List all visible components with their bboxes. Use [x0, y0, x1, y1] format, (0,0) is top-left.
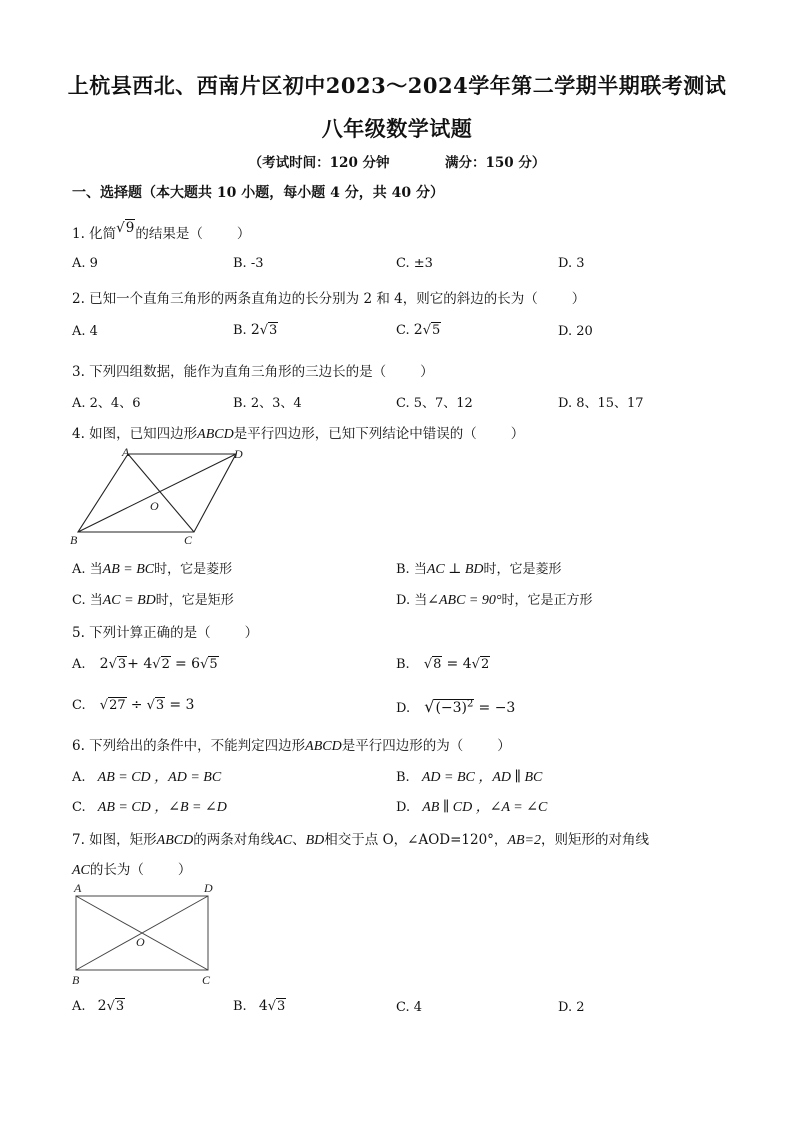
q4-c-math: AC = BD: [102, 593, 156, 608]
q3-option-d[interactable]: D. 8、15、17: [558, 396, 644, 411]
q7-pre: 7. 如图，矩形: [72, 832, 157, 848]
sqrt-symbol: √3: [259, 323, 278, 338]
score-info: 满分：150 分）: [444, 155, 546, 171]
q5-close: ）: [244, 625, 259, 641]
q5-c-r1: 27: [109, 698, 126, 713]
q6-close: ）: [497, 738, 511, 754]
q5-c-div: ÷: [130, 697, 143, 713]
q7-ab: AB=2: [507, 833, 541, 848]
sqrt-symbol: √3: [267, 999, 286, 1014]
q7-close: ）: [177, 862, 192, 878]
question-7-line2: [72, 858, 191, 879]
q4-b-pre: B. 当: [396, 562, 427, 577]
q4-option-b[interactable]: [396, 558, 562, 578]
question-1: [72, 222, 250, 242]
q4-d-post: 时，它是正方形: [501, 593, 593, 608]
sqrt-symbol: √5: [422, 323, 441, 338]
exam-info: [0, 151, 794, 171]
question-2: [72, 287, 585, 307]
q1-option-a[interactable]: A. 9: [72, 256, 98, 271]
sqrt-symbol: √9: [116, 220, 135, 236]
q4-var: ABCD: [197, 427, 234, 442]
q2-option-c[interactable]: [396, 322, 441, 338]
q6-c-math: AB = CD ，∠B = ∠D: [97, 800, 227, 815]
sqrt-symbol: √5: [200, 657, 218, 672]
q5-b-label: B.: [396, 657, 410, 672]
diagonal-bd: [78, 454, 236, 532]
q3-option-c[interactable]: C. 5、7、12: [396, 396, 473, 411]
q5-text: 5. 下列计算正确的是（: [72, 625, 211, 641]
q2-b-radicand: 3: [269, 323, 278, 338]
label-b: B: [72, 973, 80, 987]
q5-d-inner: (−3): [435, 700, 467, 716]
sqrt-symbol: √3: [146, 698, 165, 713]
q7-sep: 、: [292, 832, 306, 848]
sqrt-symbol: √8: [423, 657, 442, 672]
q7-rectangle-figure: [66, 880, 226, 988]
q3-close: ）: [420, 364, 434, 380]
q2-option-a[interactable]: A. 4: [72, 324, 98, 339]
label-c: C: [202, 973, 211, 987]
exam-title: 上杭县西北、西南片区初中2023～2024学年第二学期半期联考测试: [67, 73, 727, 98]
q7-a-rad: 3: [115, 999, 125, 1014]
q3-text: 3. 下列四组数据，能作为直角三角形的三边长的是（: [72, 364, 387, 380]
q7-post: 相交于点 O，∠AOD=120°，: [324, 832, 508, 848]
q5-a-label: A.: [72, 657, 86, 672]
exam-subtitle: 八年级数学试题: [321, 116, 473, 141]
q5-c-r2: 3: [155, 698, 165, 713]
q1-suffix: 的结果是（: [135, 226, 203, 242]
q6-a-math: AB = CD ，AD = BC: [97, 770, 222, 785]
q7-b-label: B.: [233, 999, 247, 1014]
q6-prefix: 6. 下列给出的条件中，不能判定四边形: [72, 738, 306, 754]
q2-c-radicand: 5: [431, 323, 441, 338]
q7-option-a[interactable]: [72, 998, 125, 1014]
q5-a-plus: + 4: [127, 656, 153, 672]
q5-b-r2: 2: [480, 657, 490, 672]
q7-option-b[interactable]: [233, 998, 286, 1014]
q7-a-label: A.: [72, 999, 86, 1014]
q4-suffix: 是平行四边形，已知下列结论中错误的（: [233, 426, 477, 442]
q1-prefix: 1. 化简: [72, 226, 117, 242]
question-6: [72, 734, 511, 755]
q2-option-b[interactable]: [233, 322, 278, 338]
q6-option-d[interactable]: [396, 796, 547, 816]
q4-option-a[interactable]: [72, 558, 232, 578]
q2-text: 2. 已知一个直角三角形的两条直角边的长分别为 2 和 4，则它的斜边的长为（: [72, 291, 538, 307]
q4-d-math: ∠ABC = 90°: [427, 593, 502, 608]
q4-a-math: AB = BC: [102, 562, 155, 577]
q5-option-c[interactable]: [72, 697, 194, 713]
q7-b-coef: 4: [258, 998, 268, 1014]
sqrt-symbol: √3: [108, 657, 127, 672]
q5-a-r2: 2: [161, 657, 170, 672]
q7-option-c[interactable]: C. 4: [396, 1000, 423, 1015]
q4-prefix: 4. 如图，已知四边形: [72, 426, 198, 442]
q4-c-pre: C. 当: [72, 593, 103, 608]
q1-close: ）: [236, 226, 251, 242]
label-o: O: [150, 499, 159, 513]
q1-option-c[interactable]: C. ±3: [396, 256, 433, 271]
q5-option-b[interactable]: [396, 656, 490, 672]
label-a: A: [122, 445, 130, 459]
q2-option-d[interactable]: D. 20: [558, 324, 593, 339]
label-a: A: [74, 881, 82, 895]
q7-end: ，则矩形的对角线: [541, 832, 649, 848]
q7-line2-text: 的长为（: [89, 862, 144, 878]
q7-line2-var: AC: [72, 863, 90, 878]
sqrt-symbol: √3: [106, 999, 125, 1014]
q5-option-a[interactable]: [72, 656, 219, 672]
q6-a-label: A.: [72, 770, 86, 785]
q3-option-b[interactable]: B. 2、3、4: [233, 396, 302, 411]
label-c: C: [184, 533, 193, 547]
q7-option-d[interactable]: D. 2: [558, 1000, 585, 1015]
q6-b-math: AD = BC ，AD ∥ BC: [421, 770, 543, 785]
q4-d-pre: D. 当: [396, 593, 428, 608]
q1-option-b[interactable]: B. -3: [233, 256, 264, 271]
q7-a-coef: 2: [97, 998, 107, 1014]
q2-c-label: C.: [396, 323, 410, 338]
sqrt-symbol: √2: [471, 657, 490, 672]
q4-c-post: 时，它是矩形: [155, 593, 234, 608]
q4-option-c[interactable]: [72, 589, 234, 609]
q2-close: ）: [571, 291, 586, 307]
time-info: （考试时间：120 分钟: [248, 155, 390, 171]
q2-b-label: B.: [233, 323, 247, 338]
q7-bd: BD: [305, 833, 325, 848]
q7-ac: AC: [274, 833, 293, 848]
q6-d-label: D.: [396, 800, 411, 815]
q5-d-eq: = −3: [478, 700, 516, 716]
q5-a-c1: 2: [99, 656, 109, 672]
question-4: [72, 422, 524, 443]
q4-b-math: AC ⊥ BD: [426, 562, 484, 577]
q1-radicand: 9: [125, 220, 135, 236]
label-o: O: [136, 935, 145, 949]
sqrt-symbol: √2: [152, 657, 170, 672]
q4-close: ）: [510, 426, 525, 442]
q5-c-eq: = 3: [169, 697, 195, 713]
q5-b-eq: = 4: [446, 656, 472, 672]
q2-b-coef: 2: [250, 322, 260, 338]
q4-b-post: 时，它是菱形: [483, 562, 562, 577]
label-b: B: [70, 533, 78, 547]
q5-a-eq: = 6: [174, 656, 201, 672]
section-heading: 一、选择题（本大题共 10 小题，每小题 4 分，共 40 分）: [72, 185, 444, 201]
q5-d-label: D.: [396, 701, 411, 716]
q2-c-coef: 2: [413, 322, 423, 338]
q1-option-d[interactable]: D. 3: [558, 256, 585, 271]
diagonal-ac: [128, 454, 194, 532]
question-3: [72, 360, 434, 380]
q6-option-b[interactable]: [396, 766, 542, 786]
q5-a-r3: 5: [209, 657, 218, 672]
q6-d-math: AB ∥ CD ，∠A = ∠C: [422, 800, 548, 815]
sqrt-symbol: $√(-3)^2$: [424, 697, 474, 716]
q6-b-label: B.: [396, 770, 410, 785]
q5-b-r1: 8: [433, 657, 442, 672]
q4-parallelogram-figure: [66, 444, 256, 548]
q5-d-exp: 2: [467, 698, 474, 710]
q6-var: ABCD: [305, 739, 342, 754]
q3-option-a[interactable]: A. 2、4、6: [72, 396, 141, 411]
label-d: D: [234, 447, 243, 461]
q5-a-r1: 3: [117, 657, 127, 672]
q4-option-d[interactable]: [396, 589, 592, 609]
q6-option-a[interactable]: [72, 766, 221, 786]
q7-b-rad: 3: [277, 999, 286, 1014]
q6-c-label: C.: [72, 800, 86, 815]
q5-c-label: C.: [72, 698, 86, 713]
q4-a-post: 时，它是菱形: [154, 562, 233, 577]
q4-a-pre: A. 当: [72, 562, 103, 577]
sqrt-symbol: √27: [99, 698, 126, 713]
q6-option-c[interactable]: [72, 796, 227, 816]
q5-option-d[interactable]: [396, 697, 515, 716]
q7-var: ABCD: [156, 833, 194, 848]
q6-suffix: 是平行四边形的为（: [341, 738, 464, 754]
q7-mid: 的两条对角线: [193, 832, 275, 848]
question-5: [72, 621, 258, 641]
label-d: D: [204, 881, 213, 895]
question-7-line1: [72, 828, 649, 849]
